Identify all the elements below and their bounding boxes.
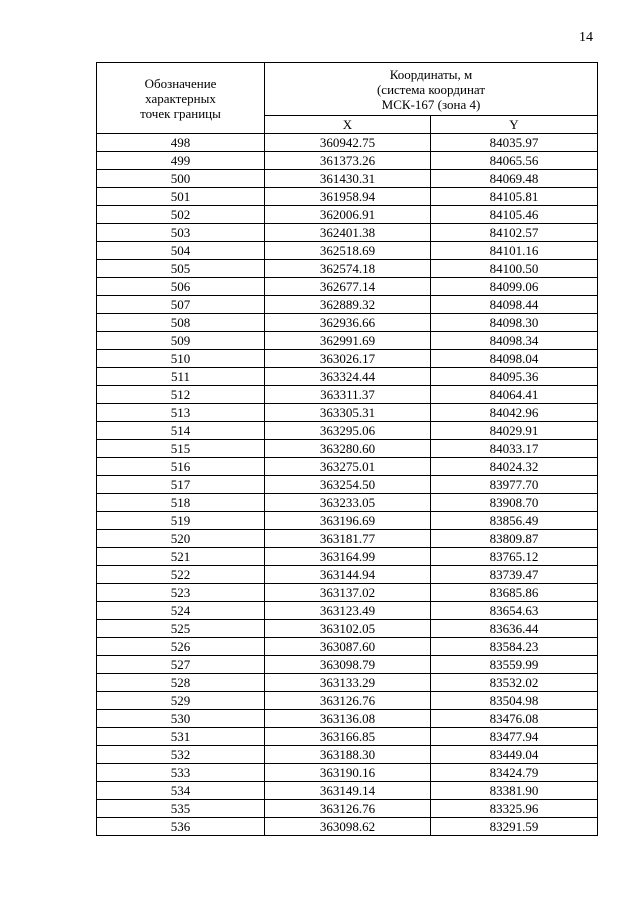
table-row (97, 314, 598, 332)
table-row (97, 170, 598, 188)
table-row (97, 566, 598, 584)
point-id-cell: 527 (97, 656, 265, 674)
point-id-cell: 529 (97, 692, 265, 710)
x-coordinate-cell: 363275.01 (265, 458, 431, 476)
table-row (97, 782, 598, 800)
x-coordinate-cell: 363164.99 (265, 548, 431, 566)
x-coordinate-cell: 363133.29 (265, 674, 431, 692)
table-row (97, 188, 598, 206)
point-id-cell: 522 (97, 566, 265, 584)
y-coordinate-cell: 83476.08 (431, 710, 598, 728)
table-row (97, 656, 598, 674)
y-coordinate-cell: 83381.90 (431, 782, 598, 800)
point-id-cell: 523 (97, 584, 265, 602)
y-coordinate-cell: 84095.36 (431, 368, 598, 386)
point-id-cell: 530 (97, 710, 265, 728)
y-coordinate-cell: 83291.59 (431, 818, 598, 836)
table-row (97, 548, 598, 566)
y-coordinate-cell: 84029.91 (431, 422, 598, 440)
y-coordinate-cell: 84098.34 (431, 332, 598, 350)
y-coordinate-cell: 84101.16 (431, 242, 598, 260)
point-id-cell: 524 (97, 602, 265, 620)
y-coordinate-cell: 84042.96 (431, 404, 598, 422)
x-coordinate-cell: 361430.31 (265, 170, 431, 188)
y-coordinate-cell: 83977.70 (431, 476, 598, 494)
point-id-cell: 504 (97, 242, 265, 260)
x-coordinate-cell: 363305.31 (265, 404, 431, 422)
x-coordinate-cell: 363144.94 (265, 566, 431, 584)
point-id-cell: 517 (97, 476, 265, 494)
point-id-cell: 516 (97, 458, 265, 476)
table-row (97, 458, 598, 476)
table-row (97, 278, 598, 296)
x-coordinate-cell: 363102.05 (265, 620, 431, 638)
x-coordinate-cell: 363026.17 (265, 350, 431, 368)
point-header-line: характерных (145, 90, 216, 106)
point-designation-header (97, 63, 265, 134)
point-id-cell: 507 (97, 296, 265, 314)
point-id-cell: 519 (97, 512, 265, 530)
x-coordinate-cell: 363233.05 (265, 494, 431, 512)
table-row (97, 746, 598, 764)
point-id-cell: 513 (97, 404, 265, 422)
y-coordinate-cell: 83477.94 (431, 728, 598, 746)
table-row (97, 710, 598, 728)
point-id-cell: 526 (97, 638, 265, 656)
table-row (97, 728, 598, 746)
y-coordinate-cell: 84100.50 (431, 260, 598, 278)
point-id-cell: 498 (97, 134, 265, 152)
y-coordinate-cell: 84065.56 (431, 152, 598, 170)
y-coordinate-cell: 83424.79 (431, 764, 598, 782)
y-coordinate-cell: 84105.46 (431, 206, 598, 224)
point-id-cell: 536 (97, 818, 265, 836)
table-row (97, 242, 598, 260)
y-coordinate-cell: 84105.81 (431, 188, 598, 206)
point-id-cell: 501 (97, 188, 265, 206)
x-coordinate-cell: 363098.79 (265, 656, 431, 674)
table-row (97, 152, 598, 170)
table-row (97, 638, 598, 656)
y-coordinate-cell: 83908.70 (431, 494, 598, 512)
y-coordinate-cell: 84064.41 (431, 386, 598, 404)
x-coordinate-cell: 363311.37 (265, 386, 431, 404)
x-coordinate-cell: 363137.02 (265, 584, 431, 602)
x-coordinate-cell: 363149.14 (265, 782, 431, 800)
point-id-cell: 515 (97, 440, 265, 458)
x-coordinate-cell: 363324.44 (265, 368, 431, 386)
y-coordinate-cell: 84098.04 (431, 350, 598, 368)
table-row (97, 674, 598, 692)
table-body (97, 134, 598, 836)
point-id-cell: 502 (97, 206, 265, 224)
x-coordinate-cell: 363188.30 (265, 746, 431, 764)
x-coordinate-cell: 362991.69 (265, 332, 431, 350)
table-row (97, 800, 598, 818)
point-header-line: Обозначение (144, 75, 217, 91)
x-coordinate-cell: 363181.77 (265, 530, 431, 548)
x-coordinate-cell: 361373.26 (265, 152, 431, 170)
point-id-cell: 514 (97, 422, 265, 440)
y-coordinate-cell: 84098.44 (431, 296, 598, 314)
point-id-cell: 534 (97, 782, 265, 800)
x-coordinate-cell: 362401.38 (265, 224, 431, 242)
point-id-cell: 535 (97, 800, 265, 818)
x-coordinate-cell: 362677.14 (265, 278, 431, 296)
point-id-cell: 533 (97, 764, 265, 782)
point-id-cell: 500 (97, 170, 265, 188)
x-coordinate-cell: 363280.60 (265, 440, 431, 458)
point-id-cell: 528 (97, 674, 265, 692)
coordinates-header (265, 63, 598, 116)
table-row (97, 512, 598, 530)
table-row (97, 494, 598, 512)
y-coordinate-cell: 83685.86 (431, 584, 598, 602)
y-coordinate-cell: 83504.98 (431, 692, 598, 710)
x-coordinate-cell: 362006.91 (265, 206, 431, 224)
point-header-line: точек границы (140, 105, 221, 121)
y-coordinate-cell: 83584.23 (431, 638, 598, 656)
point-id-cell: 531 (97, 728, 265, 746)
x-coordinate-cell: 363136.08 (265, 710, 431, 728)
y-coordinate-cell: 83636.44 (431, 620, 598, 638)
table-row (97, 440, 598, 458)
x-coordinate-cell: 363087.60 (265, 638, 431, 656)
table-row (97, 422, 598, 440)
point-id-cell: 518 (97, 494, 265, 512)
x-coordinate-cell: 362518.69 (265, 242, 431, 260)
y-coordinate-cell: 83856.49 (431, 512, 598, 530)
point-id-cell: 532 (97, 746, 265, 764)
y-column-header: Y (431, 116, 598, 134)
x-coordinate-cell: 362574.18 (265, 260, 431, 278)
y-coordinate-cell: 83654.63 (431, 602, 598, 620)
y-coordinate-cell: 84069.48 (431, 170, 598, 188)
x-column-header: X (265, 116, 431, 134)
point-id-cell: 510 (97, 350, 265, 368)
table-row (97, 530, 598, 548)
x-coordinate-cell: 363196.69 (265, 512, 431, 530)
point-id-cell: 511 (97, 368, 265, 386)
table-row (97, 368, 598, 386)
point-id-cell: 499 (97, 152, 265, 170)
x-coordinate-cell: 363123.49 (265, 602, 431, 620)
table-row (97, 260, 598, 278)
x-coordinate-cell: 363098.62 (265, 818, 431, 836)
point-id-cell: 505 (97, 260, 265, 278)
x-coordinate-cell: 362936.66 (265, 314, 431, 332)
y-coordinate-cell: 83532.02 (431, 674, 598, 692)
coords-header-line: Координаты, м (389, 66, 473, 82)
y-coordinate-cell: 83809.87 (431, 530, 598, 548)
point-id-cell: 521 (97, 548, 265, 566)
table-row (97, 602, 598, 620)
y-coordinate-cell: 84024.32 (431, 458, 598, 476)
table-row (97, 584, 598, 602)
point-id-cell: 508 (97, 314, 265, 332)
y-coordinate-cell: 83559.99 (431, 656, 598, 674)
page-number: 14 (579, 30, 593, 45)
table-row (97, 404, 598, 422)
x-coordinate-cell: 361958.94 (265, 188, 431, 206)
table-row (97, 206, 598, 224)
x-coordinate-cell: 360942.75 (265, 134, 431, 152)
y-coordinate-cell: 84098.30 (431, 314, 598, 332)
coords-header-line: (система координат (376, 81, 486, 97)
point-id-cell: 520 (97, 530, 265, 548)
table-row (97, 620, 598, 638)
point-id-cell: 503 (97, 224, 265, 242)
y-coordinate-cell: 84033.17 (431, 440, 598, 458)
y-coordinate-cell: 84035.97 (431, 134, 598, 152)
table-row (97, 296, 598, 314)
x-coordinate-cell: 363190.16 (265, 764, 431, 782)
table-row (97, 692, 598, 710)
x-coordinate-cell: 363295.06 (265, 422, 431, 440)
x-coordinate-cell: 363126.76 (265, 692, 431, 710)
x-coordinate-cell: 363254.50 (265, 476, 431, 494)
table-row (97, 134, 598, 152)
y-coordinate-cell: 83765.12 (431, 548, 598, 566)
coords-header-line: МСК-167 (зона 4) (381, 96, 481, 112)
y-coordinate-cell: 83449.04 (431, 746, 598, 764)
point-id-cell: 525 (97, 620, 265, 638)
table-row (97, 350, 598, 368)
point-id-cell: 509 (97, 332, 265, 350)
y-coordinate-cell: 83739.47 (431, 566, 598, 584)
point-id-cell: 506 (97, 278, 265, 296)
coordinates-table (96, 62, 598, 836)
table-row (97, 224, 598, 242)
table-row (97, 332, 598, 350)
table-row (97, 476, 598, 494)
point-id-cell: 512 (97, 386, 265, 404)
x-coordinate-cell: 362889.32 (265, 296, 431, 314)
x-coordinate-cell: 363166.85 (265, 728, 431, 746)
y-coordinate-cell: 84099.06 (431, 278, 598, 296)
table-row (97, 386, 598, 404)
x-coordinate-cell: 363126.76 (265, 800, 431, 818)
y-coordinate-cell: 83325.96 (431, 800, 598, 818)
table-row (97, 764, 598, 782)
y-coordinate-cell: 84102.57 (431, 224, 598, 242)
table-row (97, 818, 598, 836)
